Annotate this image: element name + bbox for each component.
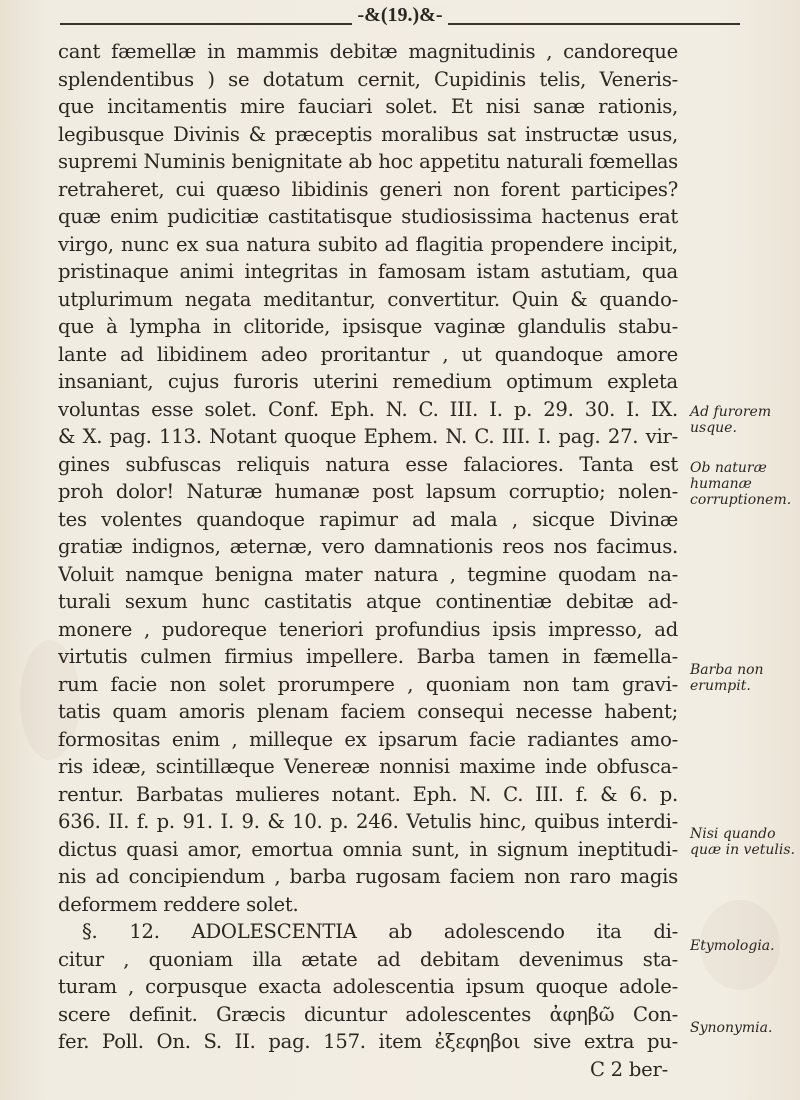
text-line: monere , pudoreque teneriori profundius ipsis impresso, ad — [58, 617, 678, 641]
text-line: pristinaque animi integritas in famosam istam astutiam, qua — [58, 260, 678, 283]
text-line: que à lympha in clitoride, ipsisque vaginæ glandulis stabu- — [58, 315, 678, 338]
text-line: virgo, nunc ex sua natura subito ad flagitia propendere incipit, — [58, 232, 678, 256]
margin-note: Ad furorem usque. — [690, 404, 772, 436]
text-line: nis ad concipiendum , barba rugosam faciem non raro magis — [58, 865, 678, 888]
text-line: que incitamentis mire fauciari solet. Et nisi sanæ rationis, — [58, 95, 678, 118]
text-line: insaniant, cujus furoris uterini remedium optimum expleta — [58, 370, 678, 393]
margin-note: Synonymia. — [690, 1020, 773, 1036]
text-line: quæ enim pudicitiæ castitatisque studiosissima hactenus erat — [58, 205, 678, 228]
text-line: supremi Numinis benignitate ab hoc appetitu naturali fœmellas — [58, 150, 678, 173]
text-line: ris ideæ, scintillæque Venereæ nonnisi maxime inde obfusca- — [58, 755, 678, 778]
body-text — [58, 38, 678, 1083]
text-line: lante ad libidinem adeo proritantur , ut quandoque amore — [58, 342, 678, 366]
text-line: deformem reddere solet. — [58, 892, 299, 916]
text-line: rum facie non solet prorumpere , quoniam non tam gravi- — [58, 672, 678, 696]
text-line: gines subfuscas reliquis natura esse falaciores. Tanta est — [58, 452, 678, 476]
text-line: voluntas esse solet. Conf. Eph. N. C. III. I. p. 29. 30. I. IX. — [58, 397, 678, 421]
text-line: dictus quasi amor, emortua omnia sunt, in signum ineptitudi- — [58, 837, 678, 861]
text-line: 636. II. f. p. 91. I. 9. & 10. p. 246. Vetulis hinc, quibus interdi- — [58, 810, 678, 833]
text-line: cant fæmellæ in mammis debitæ magnitudinis , candoreque — [58, 40, 678, 63]
text-line: tes volentes quandoque rapimur ad mala , sicque Divinæ — [58, 507, 678, 531]
text-line: Voluit namque benigna mater natura , tegmine quodam na- — [58, 562, 678, 586]
text-line: formositas enim , milleque ex ipsarum facie radiantes amo- — [58, 727, 678, 751]
signature-line: C 2 ber- — [589, 1057, 668, 1081]
text-line: gratiæ indignos, æternæ, vero damnationis reos nos facimus. — [58, 535, 678, 558]
text-line: turali sexum hunc castitatis atque continentiæ debitæ ad- — [58, 590, 678, 613]
margin-note: Ob naturæ humanæ corruptionem. — [690, 460, 792, 508]
text-line: retraheret, cui quæso libidinis generi non forent participes? — [58, 177, 678, 201]
text-line: proh dolor! Naturæ humanæ post lapsum corruptio; nolen- — [58, 480, 678, 503]
margin-note: Etymologia. — [690, 938, 775, 954]
section-heading-line: §. 12. ADOLESCENTIA ab adolescendo ita di- — [82, 920, 678, 943]
text-line: fer. Poll. On. S. II. pag. 157. item ἐξεφηβοι sive extra pu- — [58, 1030, 678, 1053]
text-line: scere definit. Græcis dicuntur adolescentes ἀφηβῶ Con- — [58, 1002, 678, 1026]
text-line: legibusque Divinis & præceptis moralibus sat instructæ usus, — [58, 122, 678, 146]
text-line: virtutis culmen firmius impellere. Barba tamen in fæmella- — [58, 645, 678, 668]
margin-note: Barba non erumpit. — [690, 662, 764, 694]
page-number: -&(19.)&- — [352, 4, 449, 26]
text-line: splendentibus ) se dotatum cernit, Cupidinis telis, Veneris- — [58, 67, 678, 91]
text-line: tatis quam amoris plenam faciem consequi necesse habent; — [58, 700, 678, 723]
text-line: turam , corpusque exacta adolescentia ipsum quoque adole- — [58, 975, 678, 998]
page-header — [0, 4, 800, 27]
text-line: & X. pag. 113. Notant quoque Ephem. N. C. III. I. pag. 27. vir- — [58, 425, 678, 448]
margin-note: Nisi quando quæ in vetulis. — [690, 826, 795, 858]
text-line: utplurimum negata meditantur, convertitur. Quin & quando- — [58, 287, 678, 311]
text-line: citur , quoniam illa ætate ad debitam devenimus sta- — [58, 947, 678, 971]
text-line: rentur. Barbatas mulieres notant. Eph. N. C. III. f. & 6. p. — [58, 782, 678, 806]
